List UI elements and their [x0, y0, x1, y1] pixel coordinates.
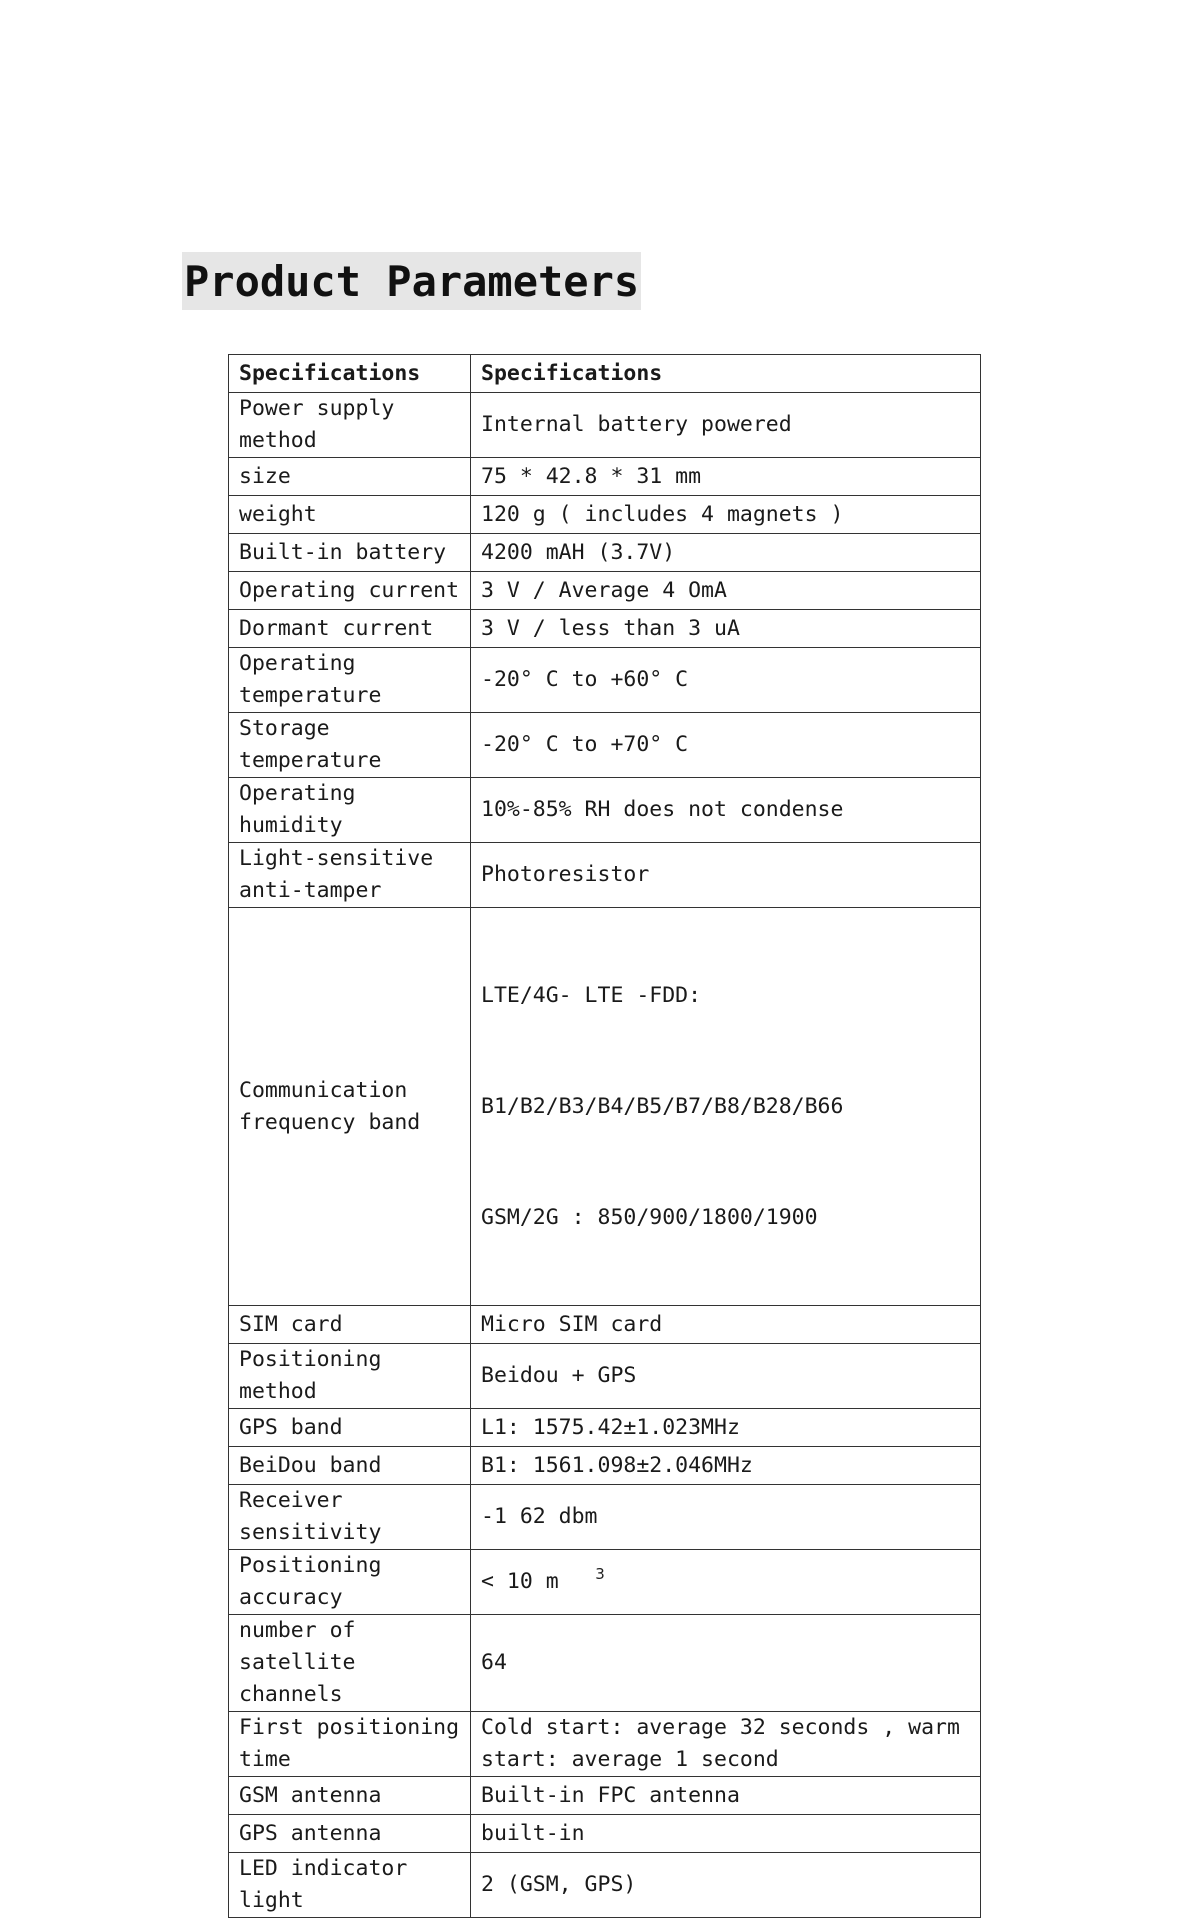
table-row	[229, 1344, 981, 1409]
table-row	[229, 458, 981, 496]
table-row	[229, 1306, 981, 1344]
spec-value: Micro SIM card	[471, 1306, 981, 1344]
spec-name: GPS antenna	[229, 1815, 471, 1853]
spec-value: Beidou + GPS	[471, 1344, 981, 1409]
table-row	[229, 1712, 981, 1777]
spec-name: GSM antenna	[229, 1777, 471, 1815]
spec-value: -20° C to +60° C	[471, 648, 981, 713]
spec-name: Positioning method	[229, 1344, 471, 1409]
spec-name: weight	[229, 496, 471, 534]
table-row	[229, 778, 981, 843]
band-line: B1/B2/B3/B4/B5/B7/B8/B28/B66	[481, 1094, 844, 1119]
spec-name: First positioning time	[229, 1712, 471, 1777]
spec-value: B1: 1561.098±2.046MHz	[471, 1447, 981, 1485]
spec-name: Positioning accuracy	[229, 1550, 471, 1615]
table-row	[229, 572, 981, 610]
title-highlight	[182, 252, 641, 310]
spec-name: Operating humidity	[229, 778, 471, 843]
spec-name: BeiDou band	[229, 1447, 471, 1485]
spec-name: Operating temperature	[229, 648, 471, 713]
header-cell: Specifications	[471, 355, 981, 393]
spec-name: Light-sensitive anti-tamper	[229, 843, 471, 908]
spec-value: 3 V / Average 4 OmA	[471, 572, 981, 610]
spec-name: Built-in battery	[229, 534, 471, 572]
spec-name: Communication frequency band	[229, 908, 471, 1306]
table-row	[229, 713, 981, 778]
spec-value: Cold start: average 32 seconds , warm start: average 1 second	[471, 1712, 981, 1777]
spec-value: 4200 mAH (3.7V)	[471, 534, 981, 572]
spec-name: Power supply method	[229, 393, 471, 458]
spec-value: 120 g ( includes 4 magnets )	[471, 496, 981, 534]
band-line: GSM/2G : 850/900/1800/1900	[481, 1205, 818, 1230]
spec-value-multiline	[471, 908, 981, 1306]
spec-value: < 10 m	[471, 1550, 981, 1615]
spec-name: Dormant current	[229, 610, 471, 648]
spec-name: number of satellite channels	[229, 1615, 471, 1712]
header-cell: Specifications	[229, 355, 471, 393]
spec-name: GPS band	[229, 1409, 471, 1447]
spec-table	[228, 354, 981, 1918]
spec-value: 64	[471, 1615, 981, 1712]
spec-name: LED indicator light	[229, 1853, 471, 1918]
table-row	[229, 1853, 981, 1918]
table-row	[229, 610, 981, 648]
spec-value: 2 (GSM, GPS)	[471, 1853, 981, 1918]
spec-name: Storage temperature	[229, 713, 471, 778]
table-row	[229, 1777, 981, 1815]
spec-name: SIM card	[229, 1306, 471, 1344]
table-row	[229, 1409, 981, 1447]
page-title: Product Parameters	[184, 256, 640, 306]
table-row	[229, 908, 981, 1306]
table-row	[229, 1447, 981, 1485]
spec-value: 10%-85% RH does not condense	[471, 778, 981, 843]
table-row	[229, 1815, 981, 1853]
spec-value: Internal battery powered	[471, 393, 981, 458]
table-row	[229, 843, 981, 908]
table-row	[229, 648, 981, 713]
spec-value: Photoresistor	[471, 843, 981, 908]
spec-value: Built-in FPC antenna	[471, 1777, 981, 1815]
band-line: LTE/4G- LTE -FDD:	[481, 983, 702, 1008]
table-header-row	[229, 355, 981, 393]
table-row	[229, 1485, 981, 1550]
spec-value: -1 62 dbm	[471, 1485, 981, 1550]
spec-value: -20° C to +70° C	[471, 713, 981, 778]
spec-value: 3 V / less than 3 uA	[471, 610, 981, 648]
spec-name: size	[229, 458, 471, 496]
table-row	[229, 496, 981, 534]
spec-value: 75 * 42.8 * 31 mm	[471, 458, 981, 496]
spec-value: built-in	[471, 1815, 981, 1853]
table-row	[229, 393, 981, 458]
spec-name: Operating current	[229, 572, 471, 610]
page-number: 3	[595, 1565, 605, 1583]
spec-value: L1: 1575.42±1.023MHz	[471, 1409, 981, 1447]
table-row	[229, 534, 981, 572]
spec-name: Receiver sensitivity	[229, 1485, 471, 1550]
